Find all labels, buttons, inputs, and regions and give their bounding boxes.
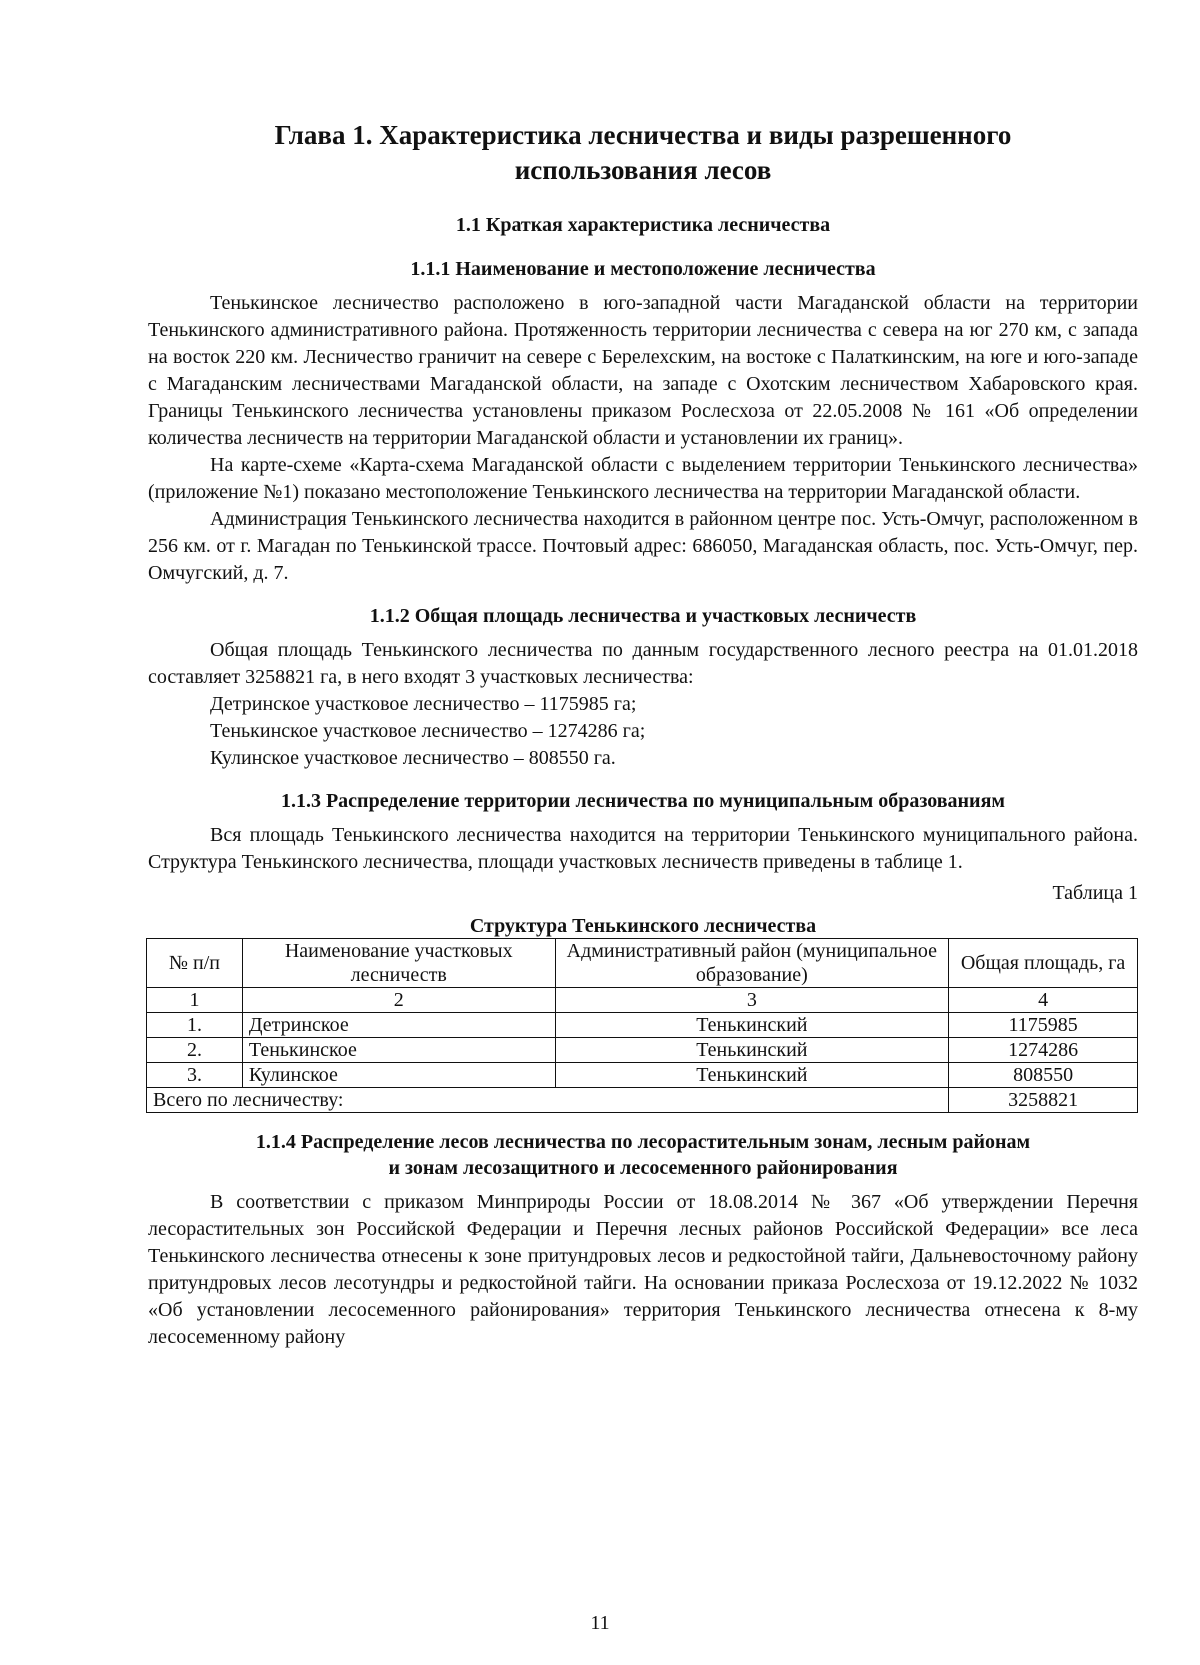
row-name: Кулинское — [242, 1063, 555, 1088]
chapter-title-line2: использования лесов — [514, 155, 772, 185]
table-row — [147, 1038, 1138, 1063]
section-1-1-1-title: 1.1.1 Наименование и местоположение лесничества — [410, 258, 876, 280]
row-area: 1274286 — [949, 1038, 1138, 1063]
section-1-1-1-para2: На карте-схеме «Карта-схема Магаданской области с выделением территории Тенькинского лесничества» (приложение №1) показано местоположение Тенькинского лесничества на территории Магаданской области. — [148, 454, 1138, 503]
col-number-cell: 1 — [147, 988, 243, 1013]
section-1-1-1-para3: Администрация Тенькинского лесничества находится в районном центре пос. Усть-Омчуг, расположенном в 256 км. от г. Магадан по Тенькинской трассе. Почтовый адрес: 686050, Магаданская область, пос. Усть-Омчуг, пер. Омчугский, д. 7. — [148, 508, 1138, 584]
table-total-row — [147, 1088, 1138, 1113]
table-row — [147, 1013, 1138, 1038]
page-content — [148, 118, 1138, 1351]
total-value: 3258821 — [949, 1088, 1138, 1113]
header-district: Административный район (муниципальное образование) — [555, 939, 949, 988]
total-label: Всего по лесничеству: — [147, 1088, 949, 1113]
table-header-row — [147, 939, 1138, 988]
chapter-title-line1: Глава 1. Характеристика лесничества и виды разрешенного — [274, 120, 1012, 150]
page-number: 11 — [590, 1612, 610, 1634]
section-1-1-title: 1.1 Краткая характеристика лесничества — [455, 214, 831, 236]
section-1-1-1-para1: Тенькинское лесничество расположено в юго-западной части Магаданской области на территории Тенькинского административного района. Протяженность территории лесничества с севера на юг 270 км, с запада на восток 220 км. Лесничество граничит на севере с Берелехским, на востоке с Палаткинским, на юге и юго-западе с Магаданским лесничествами Магаданской области, на западе с Охотским лесничеством Хабаровского края. Границы Тенькинского лесничества установлены приказом Рослесхоза от 22.05.2008 № 161 «Об определении количества лесничеств на территории Магаданской области и установлении их границ». — [148, 292, 1138, 449]
section-1-1-2-para1: Общая площадь Тенькинского лесничества по данным государственного лесного реестра на 01.01.2018 составляет 3258821 га, в него входят 3 участковых лесничества: — [148, 639, 1138, 688]
section-1-1-3-para1: Вся площадь Тенькинского лесничества находится на территории Тенькинского муниципального района. Структура Тенькинского лесничества, площади участковых лесничеств приведены в таблице 1. — [148, 824, 1138, 873]
section-1-1-2-title: 1.1.2 Общая площадь лесничества и участковых лесничеств — [369, 605, 917, 627]
table-caption: Таблица 1 — [1052, 882, 1138, 904]
header-num: № п/п — [147, 939, 243, 988]
header-name: Наименование участковых лесничеств — [242, 939, 555, 988]
row-name: Тенькинское — [242, 1038, 555, 1063]
section-1-1-4-para1: В соответствии с приказом Минприроды России от 18.08.2014 № 367 «Об утверждении Перечня лесорастительных зон Российской Федерации и Перечня лесных районов Российской Федерации» все леса Тенькинского лесничества отнесены к зоне притундровых лесов и редкостойной тайги, Дальневосточному району притундровых лесов лесотундры и редкостойной тайги. На основании приказа Рослесхоза от 19.12.2022 № 1032 «Об установлении лесосеменного районирования» территория Тенькинского лесничества отнесена к 8-му лесосеменному району — [148, 1191, 1138, 1348]
table-title: Структура Тенькинского лесничества — [469, 915, 817, 937]
row-district: Тенькинский — [555, 1013, 949, 1038]
table-col-numbers-row — [147, 988, 1138, 1013]
row-num: 3. — [147, 1063, 243, 1088]
area-line-kulinskoe: Кулинское участковое лесничество – 808550 га. — [210, 747, 616, 769]
row-num: 1. — [147, 1013, 243, 1038]
header-area: Общая площадь, га — [949, 939, 1138, 988]
row-area: 1175985 — [949, 1013, 1138, 1038]
chapter-title — [148, 118, 1138, 188]
section-1-1-4-title — [148, 1129, 1138, 1181]
col-number-cell: 4 — [949, 988, 1138, 1013]
row-area: 808550 — [949, 1063, 1138, 1088]
area-line-tenkinskoe: Тенькинское участковое лесничество – 1274286 га; — [210, 720, 646, 742]
area-line-detrinskoe: Детринское участковое лесничество – 1175985 га; — [210, 693, 637, 715]
row-district: Тенькинский — [555, 1063, 949, 1088]
table-row — [147, 1063, 1138, 1088]
row-name: Детринское — [242, 1013, 555, 1038]
col-number-cell: 3 — [555, 988, 949, 1013]
section-1-1-3-title: 1.1.3 Распределение территории лесничества по муниципальным образованиям — [280, 790, 1006, 812]
section-1-1-4-title-line2: и зонам лесозащитного и лесосеменного районирования — [388, 1157, 898, 1179]
col-number-cell: 2 — [242, 988, 555, 1013]
section-1-1-4-title-line1: 1.1.4 Распределение лесов лесничества по лесорастительным зонам, лесным районам — [255, 1131, 1031, 1153]
row-num: 2. — [147, 1038, 243, 1063]
structure-table — [146, 938, 1138, 1113]
row-district: Тенькинский — [555, 1038, 949, 1063]
